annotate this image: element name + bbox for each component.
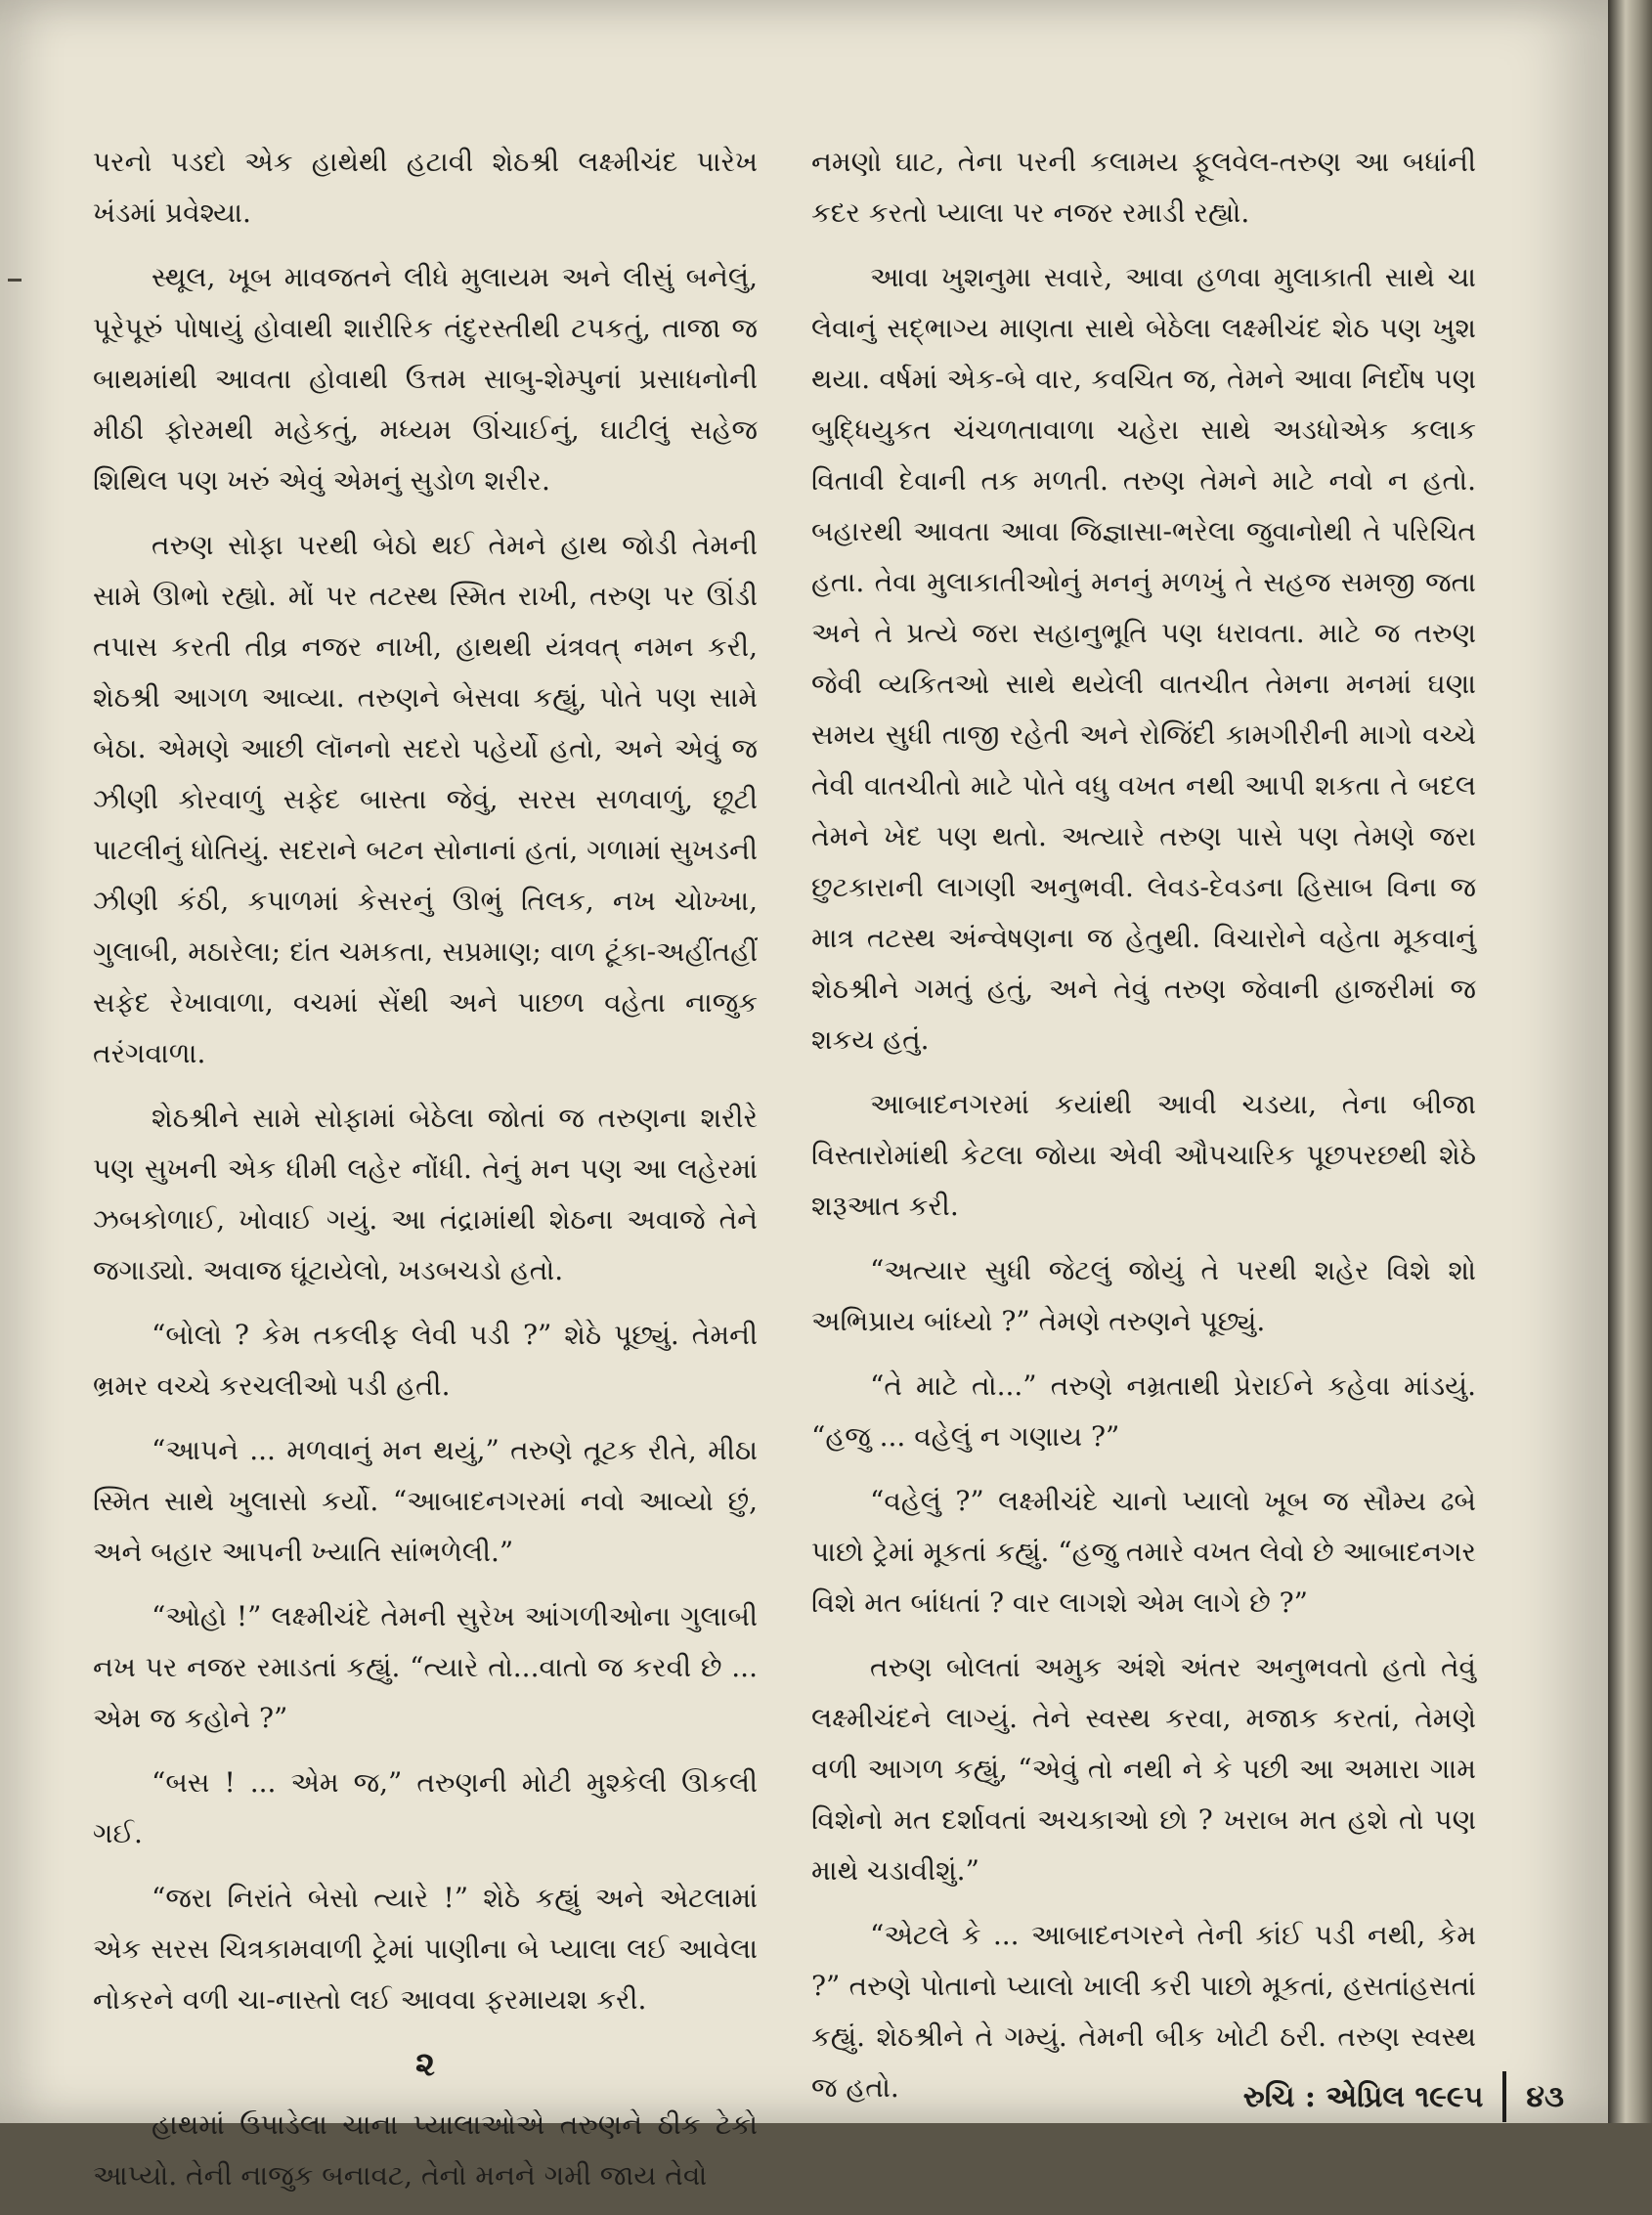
paragraph: “તે માટે તો...” તરુણે નમ્રતાથી પ્રેરાઈને કહેવા માંડયું. “હજુ ... વહેલું ન ગણાય ?” (811, 1369, 1476, 1453)
page-edge (1608, 0, 1652, 2123)
paragraph: “બસ ! ... એમ જ,” તરુણની મોટી મુશ્કેલી ઊકલી ગઈ. (93, 1766, 758, 1849)
paragraph: “બોલો ? કેમ તકલીફ લેવી પડી ?” શેઠે પૂછ્યું. તેમની ભ્રમર વચ્ચે કરચલીઓ પડી હતી. (93, 1319, 758, 1402)
right-column (811, 137, 1476, 2127)
paragraph: તરુણ બોલતાં અમુક અંશે અંતર અનુભવતો હતો તેવું લક્ષ્મીચંદને લાગ્યું. તેને સ્વસ્થ કરવા, મજાક કરતાં, તેમણે વળી આગળ કહ્યું, “એવું તો નથી ને કે પછી આ અમારા ગામ વિશેનો મત દર્શાવતાં અચકાઓ છો ? ખરાબ મત હશે તો પણ માથે ચડાવીશું.” (811, 1651, 1476, 1887)
paragraph: નમણો ઘાટ, તેના પરની કલામય ફૂલવેલ-તરુણ આ બધાંની કદર કરતો પ્યાલા પર નજર રમાડી રહ્યો. (811, 146, 1476, 229)
margin-mark (8, 279, 22, 282)
footer-divider (1502, 2071, 1506, 2122)
paragraph: “વહેલું ?” લક્ષ્મીચંદે ચાનો પ્યાલો ખૂબ જ સૌમ્ય ઢબે પાછો ટ્રેમાં મૂકતાં કહ્યું. “હજુ તમારે વખત લેવો છે આબાદનગર વિશે મત બાંધતાં ? વાર લાગશે એમ લાગે છે ?” (811, 1485, 1476, 1619)
paragraph: “જરા નિરાંતે બેસો ત્યારે !” શેઠે કહ્યું અને એટલામાં એક સરસ ચિત્રકામવાળી ટ્રેમાં પાણીના બે પ્યાલા લઈ આવેલા નોકરને વળી ચા-નાસ્તો લઈ આવવા ફરમાયશ કરી. (93, 1882, 758, 2016)
paragraph: “અત્યાર સુધી જેટલું જોયું તે પરથી શહેર વિશે શો અભિપ્રાય બાંધ્યો ?” તેમણે તરુણને પૂછ્યું. (811, 1254, 1476, 1337)
paragraph: સ્થૂલ, ખૂબ માવજતને લીધે મુલાયમ અને લીસું બનેલું, પૂરેપૂરું પોષાયું હોવાથી શારીરિક તંદુરસ્તીથી ટપકતું, તાજા જ બાથમાંથી આવતા હોવાથી ઉત્તમ સાબુ-શેમ્પુનાં પ્રસાધનોની મીઠી ફોરમથી મહેકતું, મધ્યમ ઊંચાઈનું, ઘાટીલું સહેજ શિથિલ પણ ખરું એવું એમનું સુડોળ શરીર. (93, 261, 758, 497)
page-footer (1134, 2077, 1564, 2116)
paragraph: “એટલે કે ... આબાદનગરને તેની કાંઈ પડી નથી, કેમ ?” તરુણે પોતાનો પ્યાલો ખાલી કરી પાછો મૂકતાં, હસતાંહસતાં કહ્યું. શેઠશ્રીને તે ગમ્યું. તેમની બીક ખોટી ઠરી. તરુણ સ્વસ્થ જ હતો. (811, 1919, 1476, 2104)
paragraph: શેઠશ્રીને સામે સોફામાં બેઠેલા જોતાં જ તરુણના શરીરે પણ સુખની એક ધીમી લહેર નોંધી. તેનું મન પણ આ લહેરમાં ઝબકોળાઈ, ખોવાઈ ગયું. આ તંદ્રામાંથી શેઠના અવાજે તેને જગાડ્યો. અવાજ ઘૂંટાયેલો, ખડબચડો હતો. (93, 1102, 758, 1286)
paragraph: “ઓહો !” લક્ષ્મીચંદે તેમની સુરેખ આંગળીઓના ગુલાબી નખ પર નજર રમાડતાં કહ્યું. “ત્યારે તો...વાતો જ કરવી છે ... એમ જ કહોને ?” (93, 1600, 758, 1734)
page-number: ૪૩ (1526, 2079, 1564, 2114)
paragraph: હાથમાં ઉપાડેલા ચાના પ્યાલાઓએ તરુણને ઠીક ટેકો આપ્યો. તેની નાજુક બનાવટ, તેનો મનને ગમી જાય તેવો (93, 2108, 758, 2192)
left-column (93, 137, 758, 2215)
paragraph: આબાદનગરમાં કયાંથી આવી ચડયા, તેના બીજા વિસ્તારોમાંથી કેટલા જોયા એવી ઔપચારિક પૂછપરછથી શેઠે શરૂઆત કરી. (811, 1088, 1476, 1222)
paragraph: પરનો પડદો એક હાથેથી હટાવી શેઠશ્રી લક્ષ્મીચંદ પારેખ ખંડમાં પ્રવેશ્યા. (93, 146, 758, 229)
magazine-title: રુચિ : એપ્રિલ ૧૯૯૫ (1242, 2079, 1484, 2114)
paragraph: આવા ખુશનુમા સવારે, આવા હળવા મુલાકાતી સાથે ચા લેવાનું સદ્ભાગ્ય માણતા સાથે બેઠેલા લક્ષ્મીચંદ શેઠ પણ ખુશ થયા. વર્ષમાં એક-બે વાર, કવચિત જ, તેમને આવા નિર્દોષ પણ બુદ્ધિયુકત ચંચળતાવાળા ચહેરા સાથે અડધોએક કલાક વિતાવી દેવાની તક મળતી. તરુણ તેમને માટે નવો ન હતો. બહારથી આવતા આવા જિજ્ઞાસા-ભરેલા જુવાનોથી તે પરિચિત હતા. તેવા મુલાકાતીઓનું મનનું મળખું તે સહજ સમજી જતા અને તે પ્રત્યે જરા સહાનુભૂતિ પણ ધરાવતા. માટે જ તરુણ જેવી વ્યકિતઓ સાથે થયેલી વાતચીત તેમના મનમાં ઘણા સમય સુધી તાજી રહેતી અને રોજિંદી કામગીરીની માગો વચ્ચે તેવી વાતચીતો માટે પોતે વધુ વખત નથી આપી શકતા તે બદલ તેમને ખેદ પણ થતો. અત્યારે તરુણ પાસે પણ તેમણે જરા છુટકારાની લાગણી અનુભવી. લેવડ-દેવડના હિસાબ વિના જ માત્ર તટસ્થ અંન્વેષણના જ હેતુથી. વિચારોને વહેતા મૂકવાનું શેઠશ્રીને ગમતું હતું, અને તેવું તરુણ જેવાની હાજરીમાં જ શકય હતું. (811, 261, 1476, 1056)
section-number: ૨ (415, 2045, 435, 2084)
paragraph: તરુણ સોફા પરથી બેઠો થઈ તેમને હાથ જોડી તેમની સામે ઊભો રહ્યો. મોં પર તટસ્થ સ્મિત રાખી, તરુણ પર ઊંડી તપાસ કરતી તીવ્ર નજર નાખી, હાથથી યંત્રવત્ નમન કરી, શેઠશ્રી આગળ આવ્યા. તરુણને બેસવા કહ્યું, પોતે પણ સામે બેઠા. એમણે આછી લૉનનો સદરો પહેર્યો હતો, અને એવું જ ઝીણી કોરવાળું સફેદ બાસ્તા જેવું, સરસ સળવાળું, છૂટી પાટલીનું ધોતિયું. સદરાને બટન સોનાનાં હતાં, ગળામાં સુખડની ઝીણી કંઠી, કપાળમાં કેસરનું ઊભું તિલક, નખ ચોખ્ખા, ગુલાબી, મઠારેલા; દાંત ચમકતા, સપ્રમાણ; વાળ ટૂંકા-અહીંતહીં સફેદ રેખાવાળા, વચમાં સેંથી અને પાછળ વહેતા નાજુક તરંગવાળા. (93, 529, 758, 1069)
paragraph: “આપને ... મળવાનું મન થયું,” તરુણે તૂટક રીતે, મીઠા સ્મિત સાથે ખુલાસો કર્યો. “આબાદનગરમાં નવો આવ્યો છું, અને બહાર આપની ખ્યાતિ સાંભળેલી.” (93, 1434, 758, 1568)
